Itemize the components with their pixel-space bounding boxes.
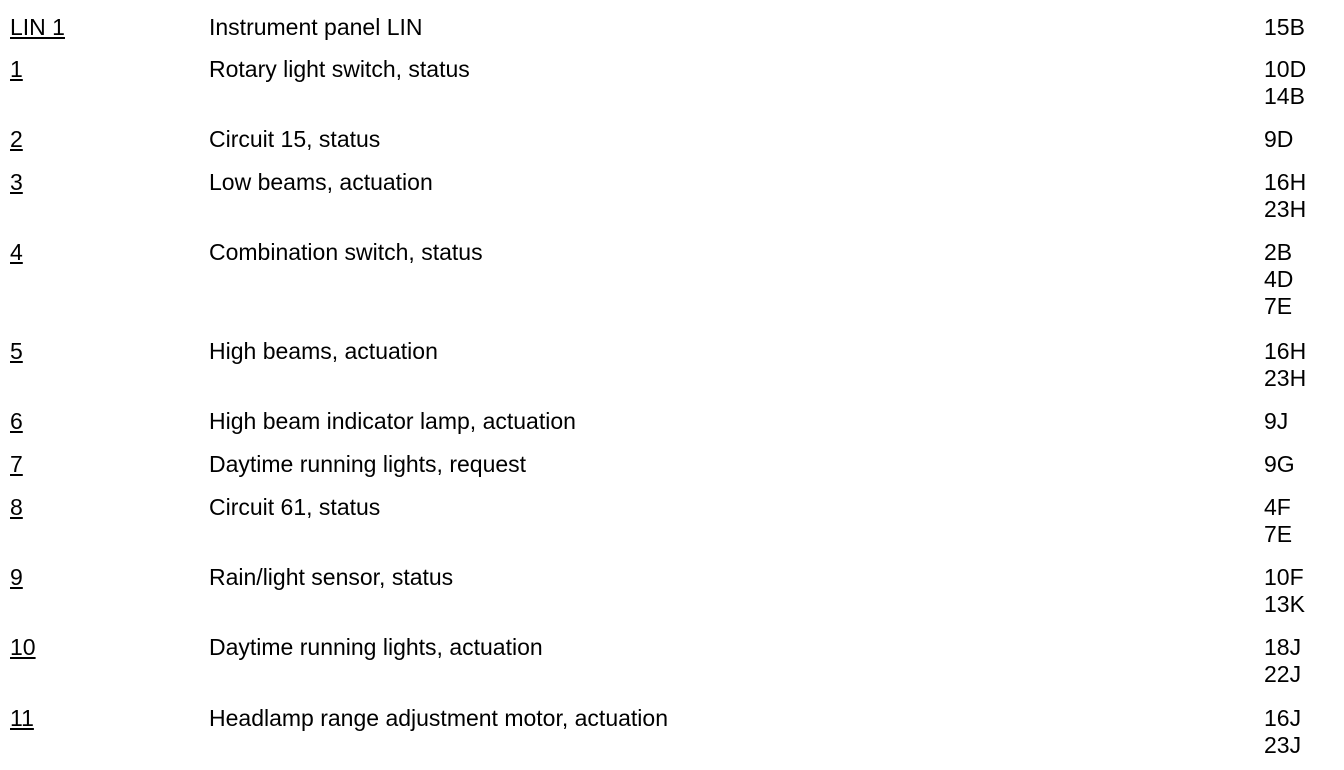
grid-coordinate: 16H <box>1264 169 1307 195</box>
signal-ref-link[interactable]: 7 <box>10 451 23 477</box>
grid-coordinates <box>1264 634 1301 688</box>
grid-coordinate: 16H <box>1264 338 1307 364</box>
grid-coordinate: 23H <box>1264 365 1307 391</box>
signal-description: Headlamp range adjustment motor, actuation <box>209 705 668 731</box>
grid-coordinates <box>1264 338 1306 392</box>
grid-coordinate: 22J <box>1264 661 1302 687</box>
signal-description: Combination switch, status <box>209 239 483 265</box>
grid-coordinate: 16J <box>1264 705 1302 731</box>
signal-ref-link[interactable]: LIN 1 <box>10 14 65 40</box>
signal-description: Daytime running lights, request <box>209 451 527 477</box>
grid-coordinate: 9G <box>1264 451 1295 477</box>
signal-ref-link[interactable]: 8 <box>10 494 23 520</box>
grid-coordinates <box>1264 56 1306 110</box>
grid-coordinates <box>1264 14 1305 41</box>
grid-coordinate: 18J <box>1264 634 1302 660</box>
signal-description: Daytime running lights, actuation <box>209 634 543 660</box>
grid-coordinate: 9J <box>1264 408 1289 434</box>
grid-coordinate: 23H <box>1264 196 1307 222</box>
grid-coordinate: 4D <box>1264 266 1294 292</box>
signal-ref-link[interactable]: 10 <box>10 634 36 660</box>
signal-ref-link[interactable]: 6 <box>10 408 23 434</box>
grid-coordinate: 9D <box>1264 126 1294 152</box>
grid-coordinate: 2B <box>1264 239 1293 265</box>
grid-coordinate: 15B <box>1264 14 1305 40</box>
grid-coordinates <box>1264 408 1288 435</box>
signal-ref-link[interactable]: 11 <box>10 705 34 731</box>
signal-description: Circuit 15, status <box>209 126 381 152</box>
grid-coordinate: 10F <box>1264 564 1304 590</box>
grid-coordinates <box>1264 169 1306 223</box>
grid-coordinates <box>1264 705 1301 759</box>
signal-description: Circuit 61, status <box>209 494 381 520</box>
signal-ref-link[interactable]: 3 <box>10 169 23 195</box>
signal-description: High beams, actuation <box>209 338 438 364</box>
signal-ref-link[interactable]: 4 <box>10 239 23 265</box>
signal-ref-link[interactable]: 9 <box>10 564 23 590</box>
grid-coordinate: 23J <box>1264 732 1302 758</box>
grid-coordinate: 13K <box>1264 591 1305 617</box>
grid-coordinate: 4F <box>1264 494 1291 520</box>
grid-coordinates <box>1264 239 1293 320</box>
grid-coordinate: 7E <box>1264 521 1293 547</box>
grid-coordinates <box>1264 564 1305 618</box>
grid-coordinate: 7E <box>1264 293 1293 319</box>
signal-description: Instrument panel LIN <box>209 14 423 40</box>
signal-description: High beam indicator lamp, actuation <box>209 408 576 434</box>
signal-ref-link[interactable]: 5 <box>10 338 23 364</box>
signal-description: Low beams, actuation <box>209 169 433 195</box>
signal-ref-link[interactable]: 1 <box>10 56 23 82</box>
signal-description: Rotary light switch, status <box>209 56 470 82</box>
grid-coordinate: 14B <box>1264 83 1305 109</box>
signal-ref-link[interactable]: 2 <box>10 126 23 152</box>
signal-description: Rain/light sensor, status <box>209 564 454 590</box>
grid-coordinate: 10D <box>1264 56 1307 82</box>
grid-coordinates <box>1264 451 1295 478</box>
grid-coordinates <box>1264 494 1292 548</box>
grid-coordinates <box>1264 126 1293 153</box>
